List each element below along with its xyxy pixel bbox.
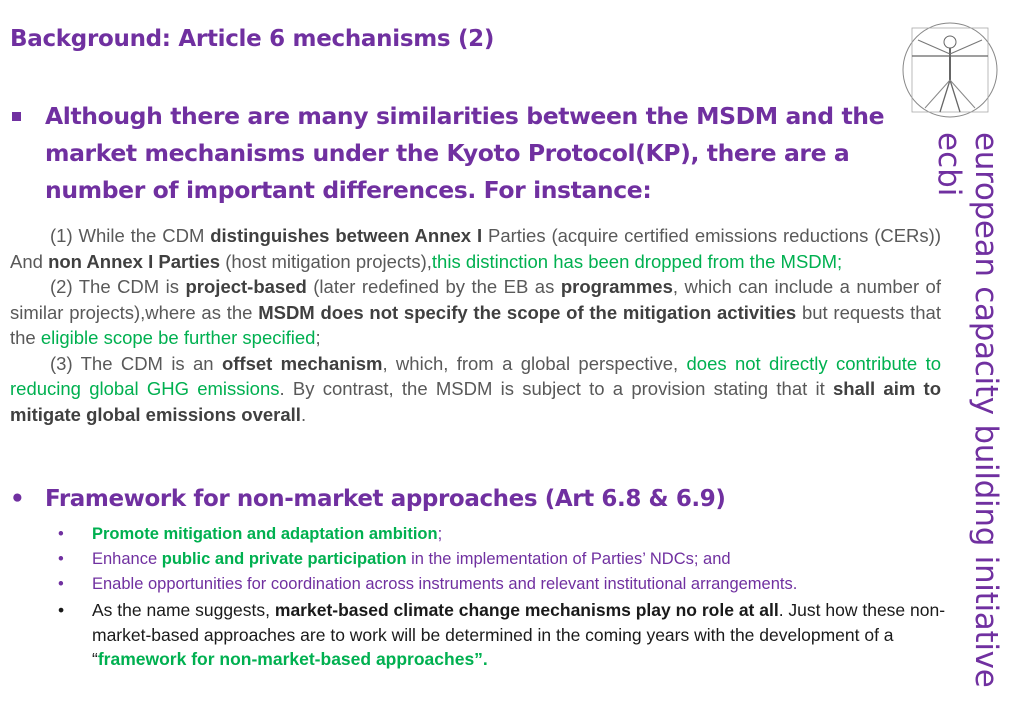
bullet-dot-icon: • (58, 600, 65, 620)
item-4-text: As the name suggests, (92, 600, 275, 620)
p2-bold-project: project-based (185, 276, 307, 297)
p2-text-3: , which can include a number of similar projects),where as the (10, 276, 941, 323)
item-1-green: Promote mitigation and adaptation ambition (92, 525, 438, 543)
item-4-bold: market-based climate change mechanisms play no role at all (274, 600, 779, 620)
p1-bold-non-annex: non Annex I Parties (48, 250, 221, 272)
brand-fullname: european capacity building initiative (968, 132, 1004, 688)
item-2-text: Enhance (92, 550, 162, 568)
p3-text: (3) The CDM is an (50, 352, 222, 374)
framework-heading (10, 486, 725, 512)
framework-item-1 (58, 522, 948, 547)
differences-body (10, 223, 941, 427)
bullet-dot-icon: • (58, 575, 64, 593)
p3-green-ghg: does not directly contribute to reducing global GHG emissions (10, 352, 941, 399)
square-bullet-icon (12, 112, 21, 121)
p2-text-4: but requests that the (10, 301, 941, 348)
round-bullet-icon: • (10, 486, 25, 512)
p2-green-scope: eligible scope be further specified (40, 327, 316, 348)
brand-acronym: ecbi (931, 132, 967, 197)
p2-text-2: (later redefined by the EB as (306, 276, 561, 297)
p3-bold-offset: offset mechanism (221, 352, 383, 374)
p2-text: (2) The CDM is (50, 276, 186, 297)
item-2-green: public and private participation (161, 550, 407, 568)
framework-item-2 (58, 547, 948, 572)
intro-bullet-text: Although there are many similarities between the MSDM and the market mechanisms under the Kyoto Protocol(KP), there are a number of important differences. For instance: (45, 102, 885, 204)
p1-text-2: Parties (acquire certified emissions reductions (CERs)) And (10, 225, 941, 272)
framework-heading-text: Framework for non-market approaches (Art 6.8 & 6.9) (45, 486, 726, 512)
vitruvian-man-logo (900, 20, 1000, 120)
p3-text-2: , which, from a global perspective, (382, 352, 687, 374)
p3-text-3: . By contrast, the MSDM is subject to a provision stating that it (279, 378, 833, 399)
p2-bold-msdm-scope: MSDM does not specify the scope of the mitigation activities (258, 301, 797, 323)
p1-bold-annex: distinguishes between Annex I (210, 225, 483, 246)
p1-green-distinction: this distinction has been dropped from the MSDM; (431, 250, 843, 272)
item-1-text: ; (437, 525, 443, 543)
bullet-dot-icon: • (58, 525, 64, 543)
intro-bullet (10, 98, 910, 209)
difference-paragraph-3 (10, 351, 941, 428)
bullet-dot-icon: • (58, 550, 64, 568)
page-title: Background: Article 6 mechanisms (2) (10, 26, 495, 52)
p2-text-5: ; (315, 327, 321, 348)
item-4-green: framework for non-market-based approaches”. (97, 649, 488, 669)
ecbi-vertical-brand (905, 132, 1005, 688)
difference-paragraph-2 (10, 274, 941, 351)
difference-paragraph-1 (10, 223, 941, 274)
framework-item-3 (58, 572, 948, 597)
p3-bold-mitigate: shall aim to mitigate global emissions overall (10, 378, 941, 425)
p1-text-3: (host mitigation projects), (220, 250, 432, 272)
p1-text: (1) While the CDM (50, 225, 211, 246)
item-3-text: Enable opportunities for coordination across instruments and relevant institutional arrangements. (92, 575, 798, 593)
item-2-text-2: in the implementation of Parties’ NDCs; and (406, 550, 731, 568)
framework-item-4 (58, 598, 948, 672)
p3-text-4: . (300, 403, 307, 425)
p2-bold-programmes: programmes (560, 276, 673, 297)
item-4-text-2: . Just how these non-market-based approaches are to work will be determined in the coming years with the development of a “ (92, 600, 946, 669)
